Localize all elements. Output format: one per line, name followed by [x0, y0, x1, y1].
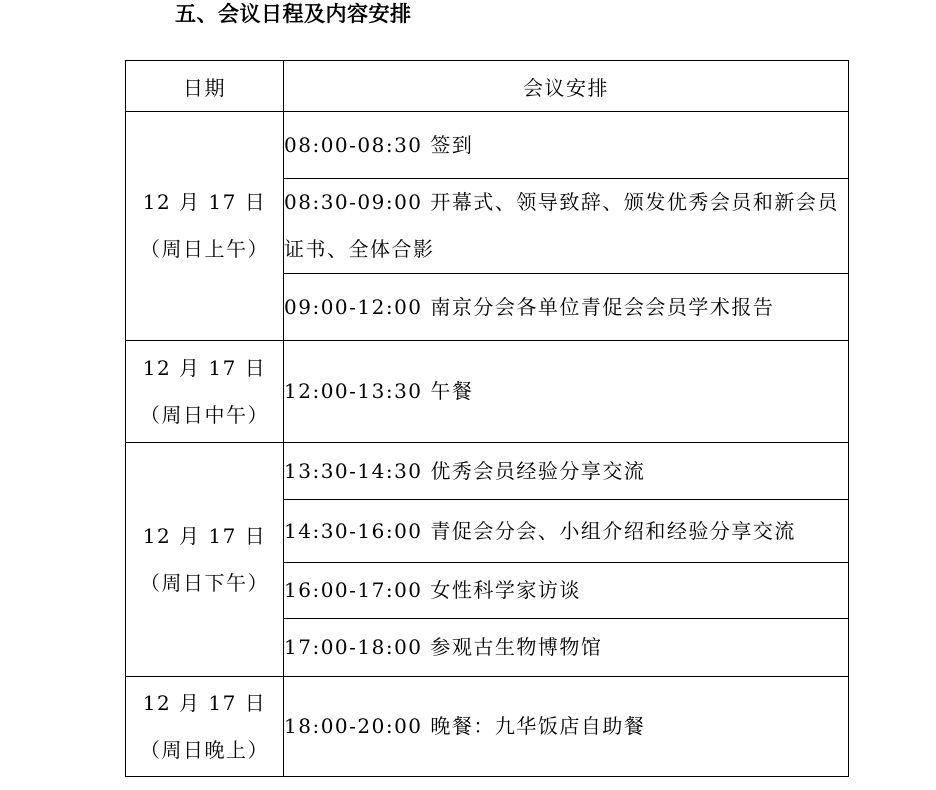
schedule-table — [125, 60, 849, 777]
agenda-item: 18:00-20:00 晚餐：九华饭店自助餐 — [284, 677, 849, 777]
agenda-item: 09:00-12:00 南京分会各单位青促会会员学术报告 — [284, 274, 849, 341]
header-agenda: 会议安排 — [284, 61, 849, 112]
day-period-text: （周日下午） — [140, 570, 269, 595]
date-cell-evening — [126, 677, 284, 777]
agenda-item: 16:00-17:00 女性科学家访谈 — [284, 563, 849, 619]
date-text: 12 月 17 日 — [142, 690, 267, 715]
agenda-item: 13:30-14:30 优秀会员经验分享交流 — [284, 443, 849, 500]
day-period-text: （周日上午） — [140, 237, 269, 261]
date-cell-morning — [126, 112, 284, 341]
date-cell-afternoon — [126, 443, 284, 677]
table-row — [126, 112, 849, 179]
table-row — [126, 677, 849, 777]
table-header-row — [126, 61, 849, 112]
day-period-text: （周日晚上） — [140, 737, 269, 762]
table-row — [126, 443, 849, 500]
agenda-item: 17:00-18:00 参观古生物博物馆 — [284, 619, 849, 677]
section-heading: 五、会议日程及内容安排 — [175, 2, 412, 26]
agenda-item: 12:00-13:30 午餐 — [284, 341, 849, 443]
agenda-item: 08:00-08:30 签到 — [284, 112, 849, 179]
agenda-item: 14:30-16:00 青促会分会、小组介绍和经验分享交流 — [284, 500, 849, 563]
day-period-text: （周日中午） — [140, 402, 269, 427]
header-date: 日期 — [126, 61, 284, 112]
date-cell-noon — [126, 341, 284, 443]
agenda-item: 08:30-09:00 开幕式、领导致辞、颁发优秀会员和新会员证书、全体合影 — [284, 179, 849, 274]
date-text: 12 月 17 日 — [142, 190, 267, 214]
date-text: 12 月 17 日 — [142, 523, 267, 548]
table-row — [126, 341, 849, 443]
date-text: 12 月 17 日 — [142, 355, 267, 380]
